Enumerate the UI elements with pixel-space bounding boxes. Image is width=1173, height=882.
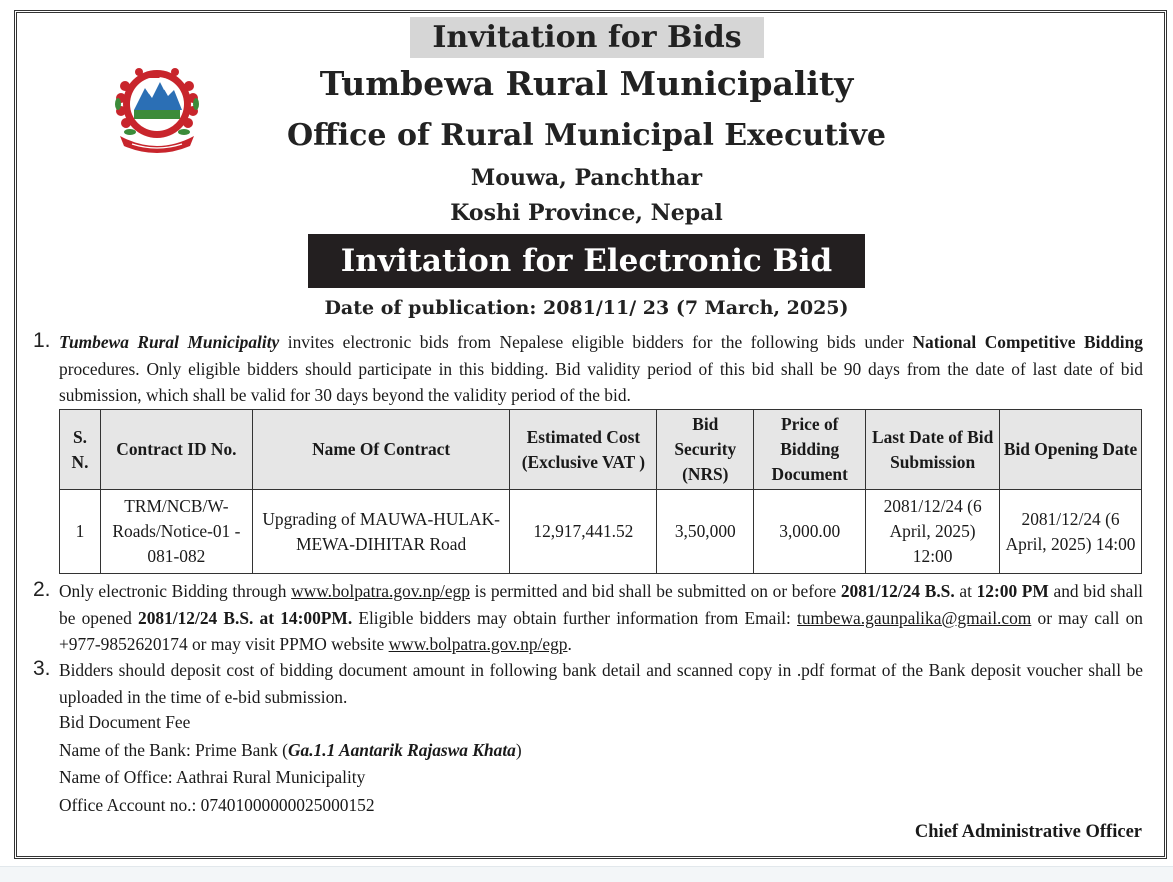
cell-price: 3,000.00 — [754, 490, 866, 574]
submission-time: 12:00 PM — [976, 581, 1049, 601]
municipality-name: Tumbewa Rural Municipality — [319, 64, 854, 103]
clause-2-part-4: and bid shall be opened — [59, 581, 1143, 628]
clause-1-number: 1. — [33, 329, 51, 352]
table-header-row — [60, 410, 1142, 490]
clause-3-text: Bidders should deposit cost of bidding document amount in following bank detail and scanned copy in .pdf format of the Bank deposit voucher shall be uploaded in the time of e-bid submission. — [59, 660, 1143, 707]
col-header-sn: S. N. — [60, 410, 101, 490]
col-header-cost: Estimated Cost (Exclusive VAT ) — [510, 410, 657, 490]
cell-contract-id: TRM/NCB/W-Roads/Notice-01 - 081-082 — [100, 490, 252, 574]
bank-account-name: Ga.1.1 Aantarik Rajaswa Khata — [287, 740, 516, 760]
cell-cost: 12,917,441.52 — [510, 490, 657, 574]
cell-security: 3,50,000 — [657, 490, 754, 574]
col-header-contract-id: Contract ID No. — [100, 410, 252, 490]
office-name: Office of Rural Municipal Executive — [287, 118, 886, 153]
clause-2-part-3: at — [954, 581, 977, 601]
signature: Chief Administrative Officer — [914, 822, 1142, 842]
clause-2-text — [59, 578, 1143, 658]
col-header-price: Price of Bidding Document — [754, 410, 866, 490]
bolpatra-link[interactable]: www.bolpatra.gov.np/egp — [291, 581, 470, 601]
col-header-opening: Bid Opening Date — [1000, 410, 1142, 490]
ppmo-link[interactable]: www.bolpatra.gov.np/egp — [388, 634, 568, 654]
banner-title: Invitation for Bids — [410, 17, 764, 58]
municipality-name-inline: Tumbewa Rural Municipality — [59, 332, 280, 352]
account-line: Office Account no.: 07401000000025000152 — [59, 795, 375, 815]
bottom-strip — [0, 866, 1173, 882]
address-line-1: Mouwa, Panchthar — [470, 165, 703, 191]
cell-last-date: 2081/12/24 (6 April, 2025) 12:00 — [866, 490, 1000, 574]
clause-1-text — [59, 329, 1143, 409]
notice-title: Invitation for Electronic Bid — [308, 234, 865, 288]
publication-date: Date of publication: 2081/11/ 23 (7 March, 2025) — [324, 297, 849, 319]
clause-2-part-1: Only electronic Bidding through — [59, 581, 292, 601]
col-header-name: Name Of Contract — [252, 410, 510, 490]
bank-line — [59, 740, 522, 761]
clause-2-part-7: . — [567, 634, 572, 654]
bank-suffix: ) — [515, 740, 522, 760]
cell-opening: 2081/12/24 (6 April, 2025) 14:00 — [1000, 490, 1142, 574]
cell-sn: 1 — [60, 490, 101, 574]
submission-date: 2081/12/24 B.S. — [840, 581, 955, 601]
clause-2-part-2: is permitted and bid shall be submitted on or before — [469, 581, 841, 601]
opening-datetime: 2081/12/24 B.S. at 14:00PM. — [138, 607, 353, 628]
clause-3-number: 3. — [33, 657, 51, 680]
ncb-label: National Competitive Bidding — [912, 332, 1143, 352]
bid-table — [59, 409, 1142, 574]
clause-2-part-5: Eligible bidders may obtain further information from Email: — [352, 607, 798, 628]
clause-1-part-b: procedures. Only eligible bidders should participate in this bidding. Bid validity period of this bid shall be 90 days from the date of last date of bid submission, which shall be valid for 30 days beyond the validity period of the bid. — [59, 358, 1143, 405]
clause-2-number: 2. — [33, 578, 51, 601]
fee-label: Bid Document Fee — [59, 712, 191, 732]
clause-1-part-a: invites electronic bids from Nepalese eligible bidders for the following bids under — [279, 332, 913, 352]
col-header-last-date: Last Date of Bid Submission — [866, 410, 1000, 490]
col-header-security: Bid Security (NRS) — [657, 410, 754, 490]
address-line-2: Koshi Province, Nepal — [450, 200, 723, 226]
table-row — [60, 490, 1142, 574]
email-link[interactable]: tumbewa.gaunpalika@gmail.com — [797, 607, 1032, 628]
office-line: Name of Office: Aathrai Rural Municipality — [59, 767, 366, 787]
cell-name: Upgrading of MAUWA-HULAK-MEWA-DIHITAR Road — [252, 490, 510, 574]
bank-prefix: Name of the Bank: Prime Bank ( — [59, 740, 288, 760]
clause-2-part-6: or may call on +977-9852620174 or may visit PPMO website — [59, 607, 1143, 654]
